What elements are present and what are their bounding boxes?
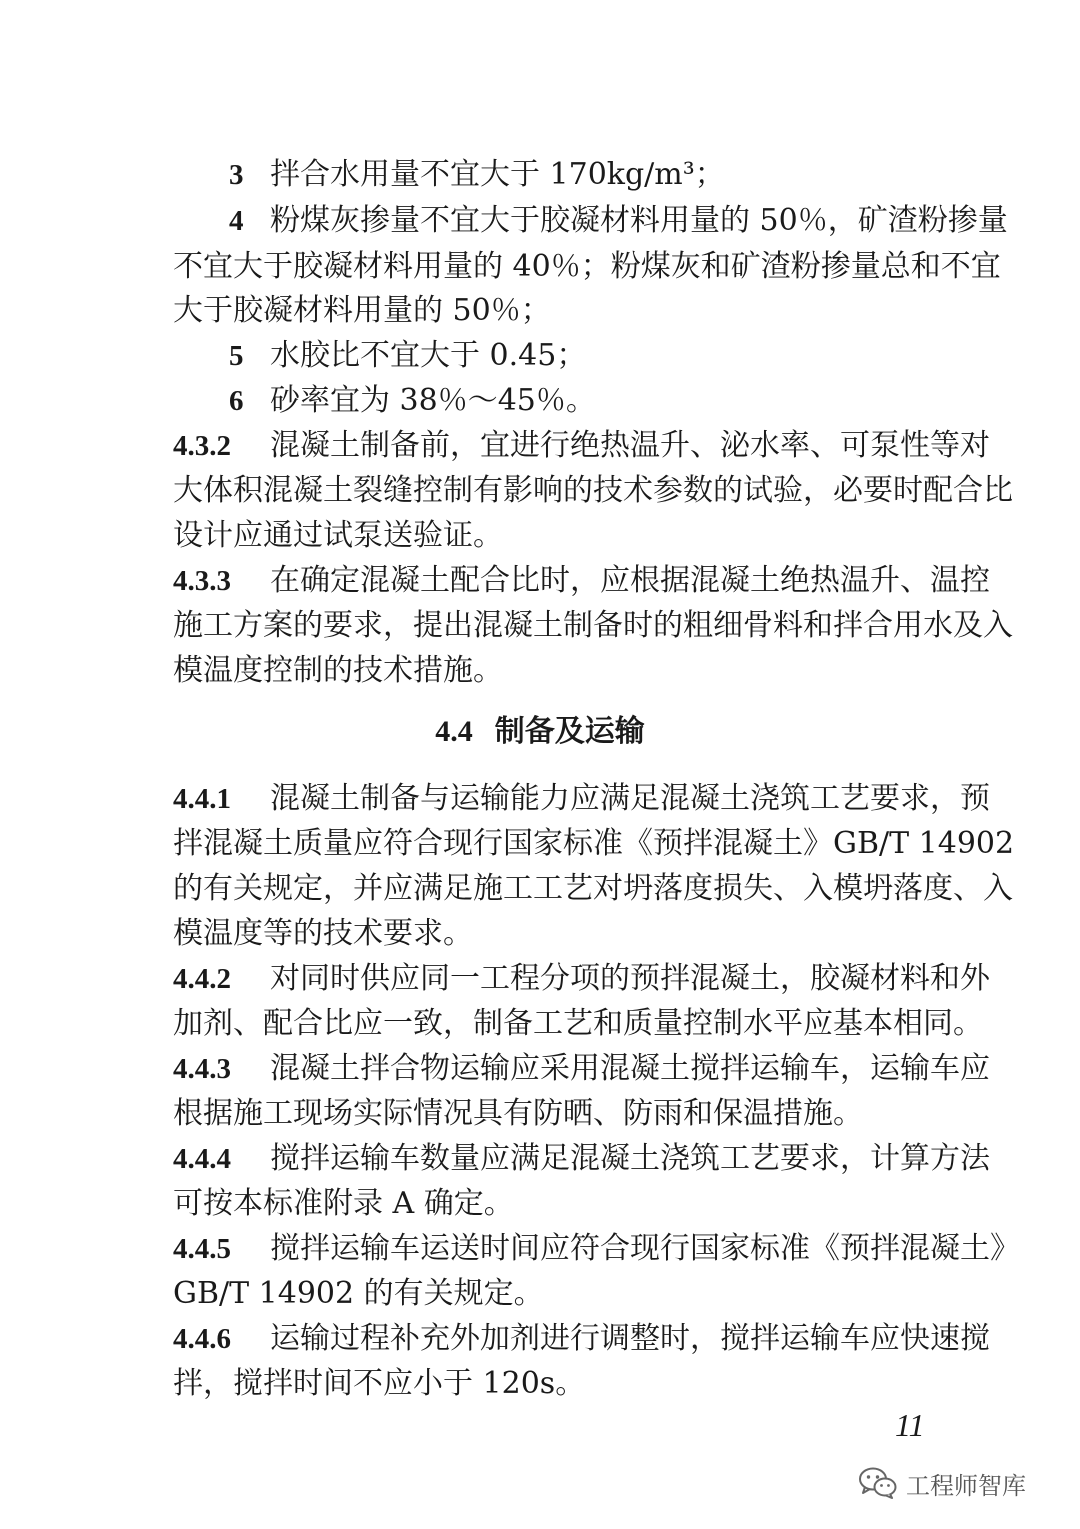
- line-text: 搅拌运输车运送时间应符合现行国家标准《预拌混凝土》: [270, 1231, 1020, 1266]
- line-text: 拌合水用量不宜大于 170kg/m³；: [270, 157, 725, 192]
- clause-number: 4.4.2: [173, 963, 231, 995]
- line-text: 混凝土制备与运输能力应满足混凝土浇筑工艺要求，预: [270, 781, 990, 816]
- line-text: 设计应通过试泵送验证。: [173, 518, 503, 553]
- line-text: 根据施工现场实际情况具有防晒、防雨和保温措施。: [173, 1096, 863, 1131]
- section-number: 4.4: [435, 715, 473, 748]
- line-text: 水胶比不宜大于 0.45；: [270, 338, 587, 373]
- line-text: 模温度控制的技术措施。: [173, 653, 503, 688]
- line-text: 的有关规定，并应满足施工工艺对坍落度损失、入模坍落度、入: [173, 871, 1013, 906]
- page-number: 11: [895, 1407, 925, 1443]
- watermark-text: 工程师智库: [906, 1471, 1026, 1500]
- section-title: 制备及运输: [494, 714, 645, 749]
- clause-number: 4.4.1: [173, 783, 231, 815]
- line-text: 可按本标准附录 A 确定。: [173, 1186, 514, 1221]
- line-text: 对同时供应同一工程分项的预拌混凝土，胶凝材料和外: [270, 961, 990, 996]
- clause-number: 4.4.3: [173, 1053, 231, 1085]
- item-number: 3: [229, 159, 244, 191]
- section-heading: [0, 712, 1080, 752]
- line-text: 模温度等的技术要求。: [173, 916, 473, 951]
- item-number: 5: [229, 340, 244, 372]
- line-text: 砂率宜为 38％～45％。: [270, 383, 596, 418]
- line-text: 搅拌运输车数量应满足混凝土浇筑工艺要求，计算方法: [270, 1141, 990, 1176]
- line-text: 运输过程补充外加剂进行调整时，搅拌运输车应快速搅: [270, 1321, 990, 1356]
- clause-number: 4.3.3: [173, 565, 231, 597]
- clause-number: 4.3.2: [173, 430, 231, 462]
- item-number: 4: [229, 205, 244, 237]
- watermark: [858, 1463, 1026, 1503]
- clause-number: 4.4.6: [173, 1323, 231, 1355]
- clause-number: 4.4.5: [173, 1233, 231, 1265]
- item-number: 6: [229, 385, 244, 417]
- line-text: 混凝土拌合物运输应采用混凝土搅拌运输车，运输车应: [270, 1051, 990, 1086]
- line-text: 粉煤灰掺量不宜大于胶凝材料用量的 50％，矿渣粉掺量: [270, 203, 1008, 238]
- line-text: 加剂、配合比应一致，制备工艺和质量控制水平应基本相同。: [173, 1006, 983, 1041]
- line-text: 拌混凝土质量应符合现行国家标准《预拌混凝土》GB/T 14902: [173, 826, 1015, 861]
- line-text: 在确定混凝土配合比时，应根据混凝土绝热温升、温控: [270, 563, 990, 598]
- line-text: 不宜大于胶凝材料用量的 40％；粉煤灰和矿渣粉掺量总和不宜: [173, 249, 1001, 284]
- line-text: 大于胶凝材料用量的 50％；: [173, 293, 551, 328]
- line-text: 混凝土制备前，宜进行绝热温升、泌水率、可泵性等对: [270, 428, 990, 463]
- line-text: 施工方案的要求，提出混凝土制备时的粗细骨料和拌合用水及入: [173, 608, 1013, 643]
- wechat-icon: [858, 1466, 898, 1500]
- line-text: 拌，搅拌时间不应小于 120s。: [173, 1366, 586, 1401]
- clause-number: 4.4.4: [173, 1143, 231, 1175]
- line-text: 大体积混凝土裂缝控制有影响的技术参数的试验，必要时配合比: [173, 473, 1013, 508]
- line-text: GB/T 14902 的有关规定。: [173, 1276, 544, 1311]
